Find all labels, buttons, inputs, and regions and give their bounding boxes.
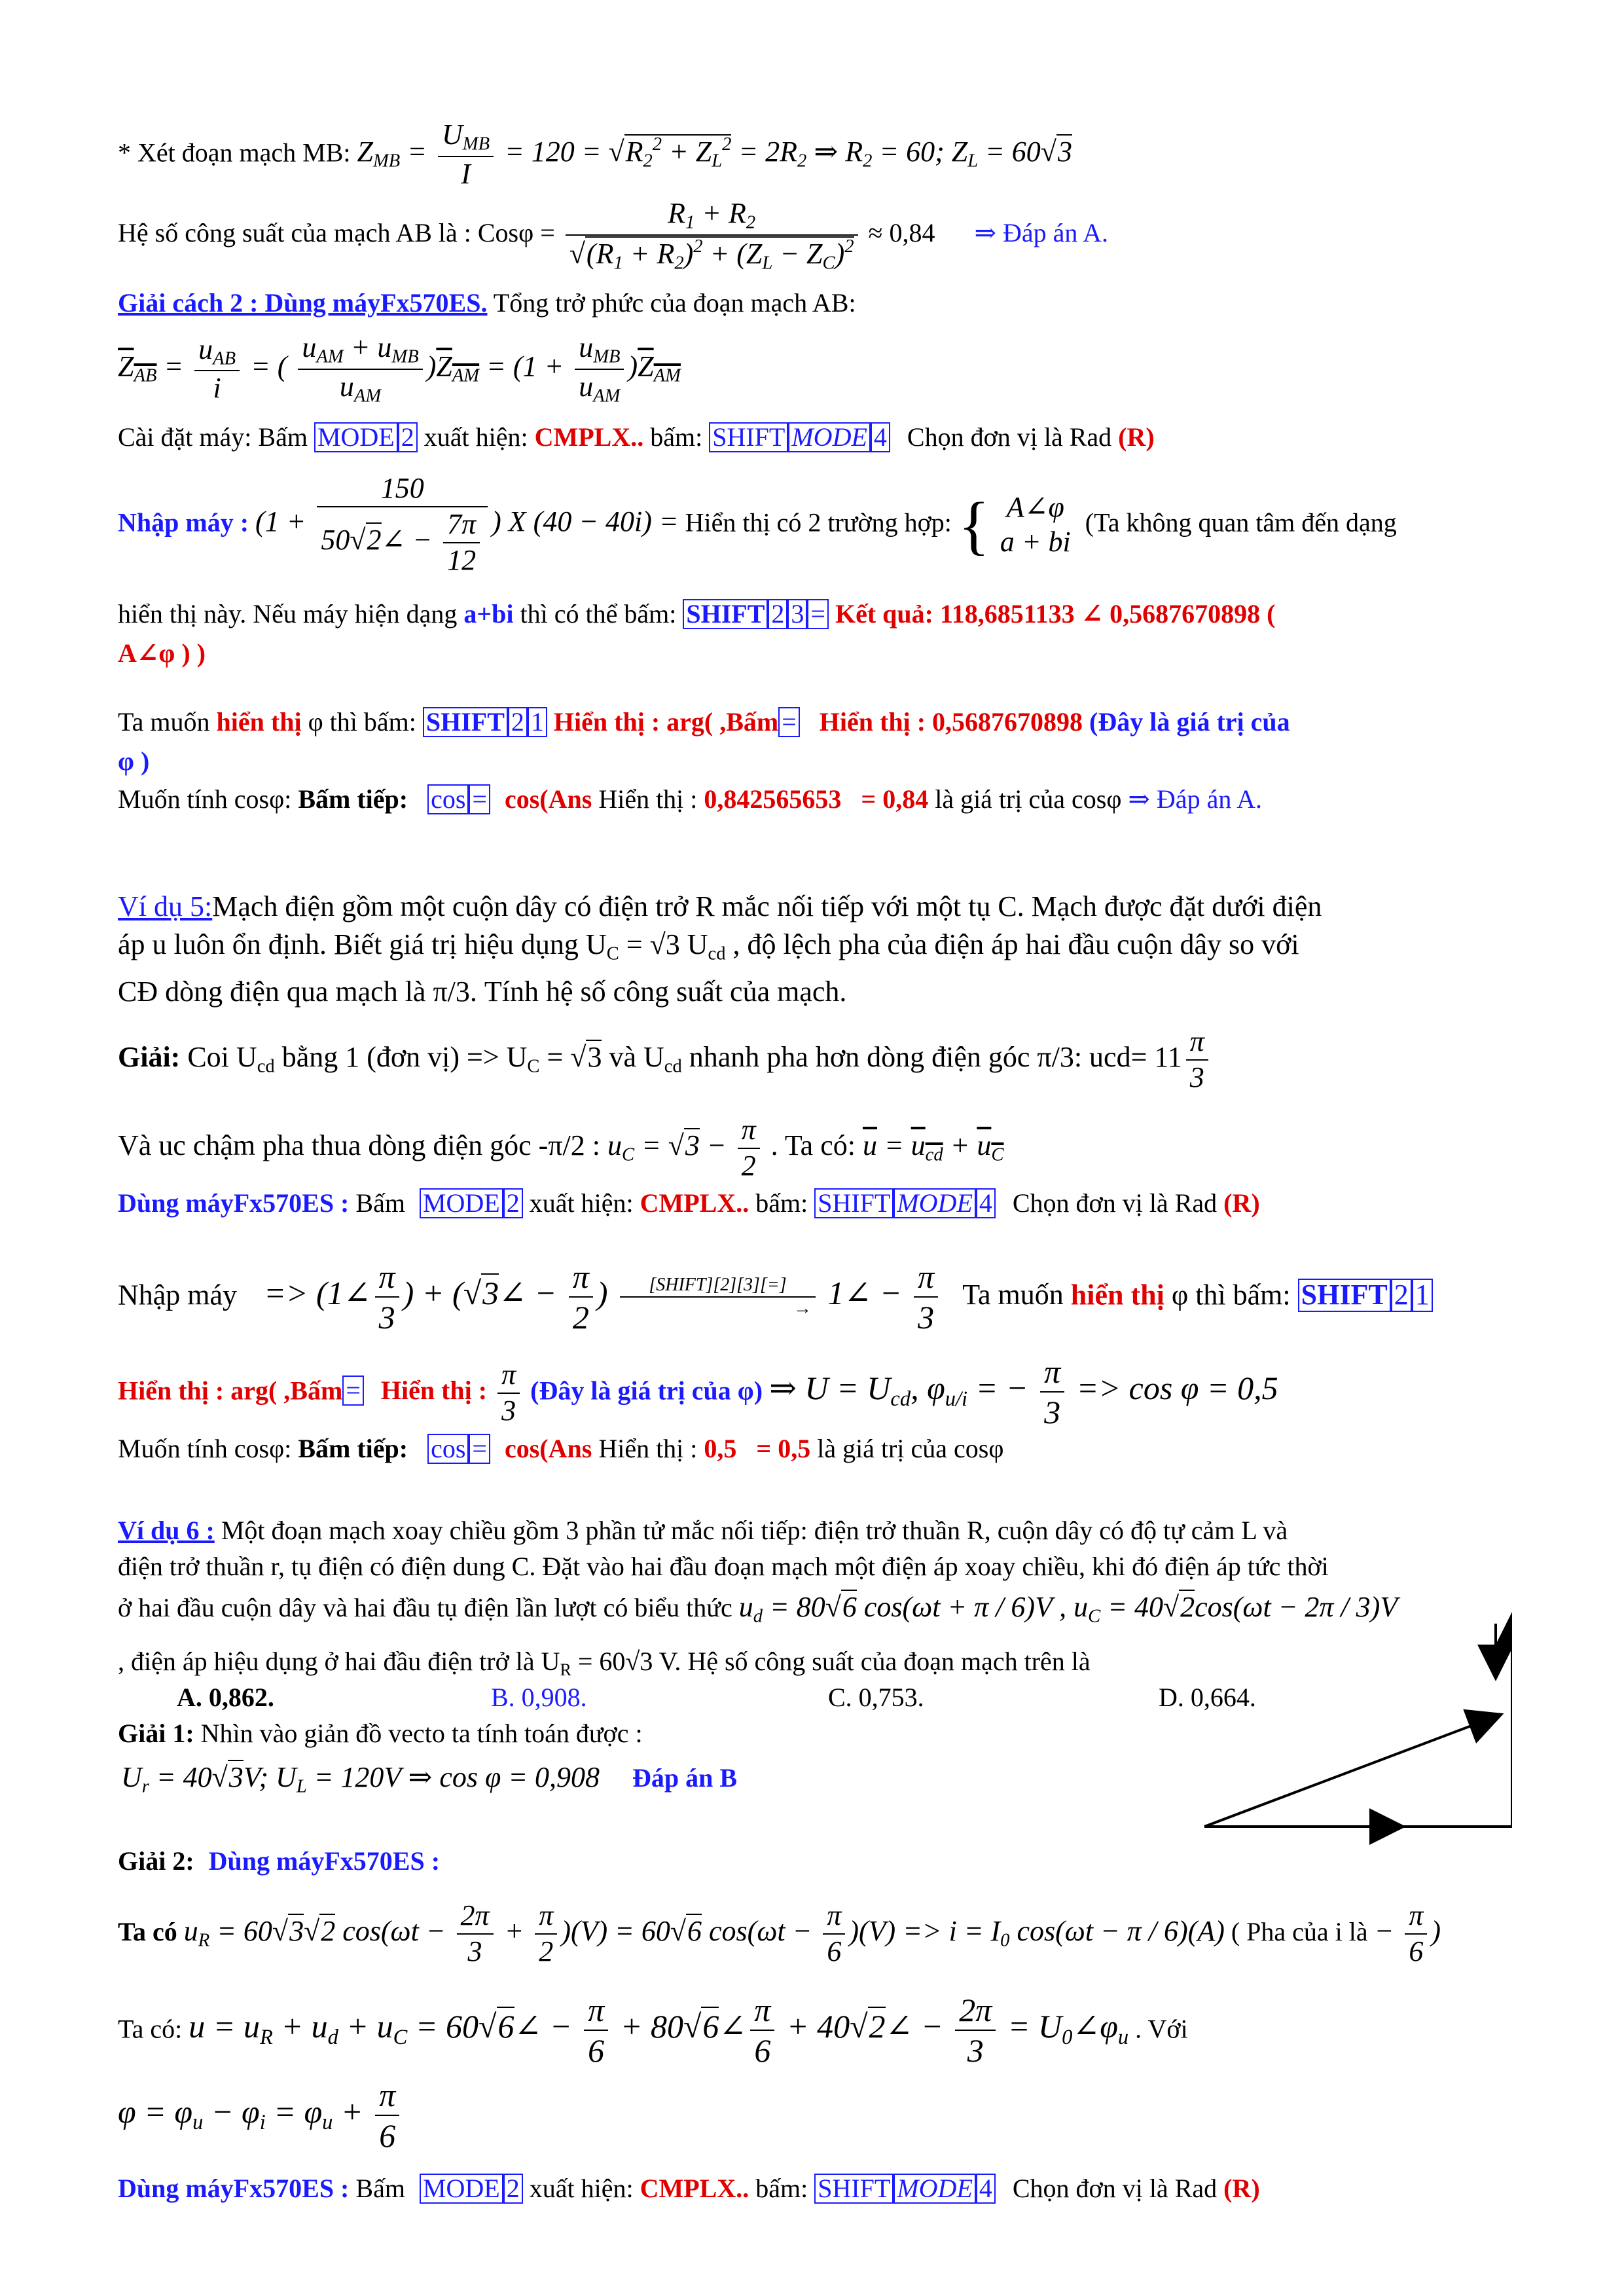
ex6-calc-label: Dùng máyFx570ES : [118,2174,350,2203]
ex5-cos-tail: là giá trị của cosφ [817,1434,1004,1463]
power-factor-line [118,196,1108,275]
key-3[interactable]: 3 [787,599,807,629]
key-shift-3[interactable]: SHIFT [423,707,508,737]
ex6-option-a[interactable] [177,1683,274,1713]
key-mode-italic[interactable]: MODE [788,422,871,452]
ex6-key-2[interactable]: 2 [503,2174,523,2204]
ex6-press: bấm: [755,2174,808,2203]
ex5-shows: xuất hiện: [529,1188,634,1218]
ex6-taco2-line [118,1990,1188,2070]
ex5-cos-val: 0,5 [704,1434,737,1463]
setup-line-1 [118,422,1155,452]
phi-a: Ta muốn [118,707,210,737]
power-factor-formula: $\frac{R_1 + R_2}{√(R_1 + R_2)^2 + (Z_L - Z_C)^2}$ [566,196,858,275]
ex6-line-1 [118,1516,1288,1546]
method2-heading [118,288,856,318]
ex5-cos-press: Bấm tiếp: [298,1434,408,1463]
ex6-phase-note: ( Pha của i là [1231,1916,1368,1946]
key-cos[interactable]: cos [427,784,469,814]
ex6-shows: xuất hiện: [529,2174,634,2203]
method2-title: Giải cách 2 : Dùng máyFx570ES. [118,288,488,318]
key-4[interactable]: 4 [871,422,890,452]
ex5-arg-note: (Đây là giá trị của φ) [530,1376,763,1406]
ex6-option-c[interactable] [828,1683,924,1713]
result-2: A∠φ ) ) [118,638,206,668]
key-2b[interactable]: 2 [768,599,787,629]
cos-eq: = 0,84 [861,784,929,814]
ex5-text2c: , độ lệch pha của điện áp hai đầu cuộn dây so với [732,928,1299,960]
ex5-arg-line [118,1352,1278,1432]
brace: { [958,488,990,562]
option-d-text: D. 0,664. [1159,1683,1256,1712]
ex5-calc-label: Dùng máyFx570ES : [118,1188,350,1218]
ex5-key-2b[interactable]: 2 [1391,1279,1412,1311]
result: Kết quả: 118,6851133 ∠ 0,5687670898 ( [835,599,1276,629]
ex5-key-cos[interactable]: cos [427,1434,469,1464]
ex5-sol-text3: và U [609,1040,664,1073]
ex5-phi-a: Ta muốn [962,1279,1064,1311]
ex6-sol1-label: Giải 1: [118,1719,194,1748]
ex6-sol2-line [118,1846,440,1876]
ex5-key-mode[interactable]: MODE [420,1188,503,1218]
ex6-sol1-formula: $U_r = 40√3V$; $U_L = 120V$ ⇒ cos φ = 0,908 [121,1761,600,1797]
ex6-line-4: , điện áp hiệu dụng ở hai đầu điện trở là $U_R = 60√3$ V. Hệ số công suất của đoạn mạch trên là [118,1647,1091,1679]
vector-u-total [1204,1715,1499,1827]
key-1[interactable]: 1 [528,707,547,737]
key-2[interactable]: 2 [398,422,418,452]
ex6-option-b[interactable] [491,1683,587,1713]
ex6-taco-line [118,1899,1441,1969]
ex6-rad-r: (R) [1223,2174,1260,2203]
ex5-sol-text4: nhanh pha hơn dòng điện góc π/3: ucd= 11 [689,1040,1182,1073]
ex6-phi-formula: $\varphi = \varphi_u - \varphi_i = \varphi_u$ + $\frac{\pi}{6}$ [118,2075,403,2155]
ex5-line-1 [118,890,1322,924]
ex5-text2b: = √3 U [626,928,708,960]
ex6-key-mode-italic[interactable]: MODE [893,2174,976,2204]
ex6-taco2: Ta có: [118,2014,183,2044]
arg: Hiển thị : arg( ,Bấm [553,707,779,737]
ex6-ur-formula: $u_R = 60√3√2$ cos(ωt − $\frac{2\pi}{3}$ + $\frac{\pi}{2}$ )(V) = 60√6 cos(ωt − $\frac{\pi}{6}$ )$(V) => i = I_0$ cos(ωt − π / 6)(A) [183,1899,1225,1967]
uc-formula: $u_C = √3$ − $\frac{\pi}{2}$ [607,1129,764,1161]
input-label: Nhập máy : [118,507,249,538]
ex5-arg-label: Hiển thị : arg( ,Bấm [118,1376,343,1406]
ex5-sol-text: Coi U [187,1040,257,1073]
rad-r: (R) [1118,422,1155,452]
arg-note: (Đây là giá trị của [1089,707,1290,737]
method2-tail: Tổng trở phức của đoạn mạch AB: [493,288,856,318]
key-eq-2[interactable]: = [778,707,800,737]
ex5-text1: Mạch điện gồm một cuộn dây có điện trở R mắc nối tiếp với một tụ C. Mạch được đặt dưới điện [212,890,1322,922]
ex5-sol-label: Giải: [118,1040,181,1073]
ex5-key-shift-2[interactable]: SHIFT [1298,1279,1391,1311]
ex5-choose-rad: Chọn đơn vị là Rad [1012,1188,1218,1218]
phi-b: hiển thị [216,707,302,737]
ex5-calc-press: Bấm [355,1188,405,1218]
input-formula: (1 + 150 50√2∠ − $\frac{7\pi}{12}$ ) X (40 − 40i) = [255,472,679,576]
option-c-text: C. 0,753. [828,1683,924,1712]
ex5-label: Ví dụ 5: [118,890,213,922]
ex6-line-2: điện trở thuần r, tụ điện có điện dung C. Đặt vào hai đầu đoạn mạch một điện áp xoay chiều, khi đó điện áp tức thời [118,1552,1329,1581]
key-shift[interactable]: SHIFT [709,422,788,452]
ex6-label: Ví dụ 6 : [118,1516,215,1545]
ex6-text4: , điện áp hiệu dụng ở hai đầu điện trở là U [118,1647,560,1676]
cos-val: 0,842565653 [704,784,842,814]
ex5-sol-text2: bằng 1 (đơn vị) => U [281,1040,528,1073]
ex5-uc-text: Và uc chậm pha thua dòng điện góc -π/2 : [118,1129,600,1161]
arg-result: Hiển thị : 0,5687670898 [819,707,1083,737]
ex5-cos-show: Hiển thị : [598,1434,698,1463]
option-a-text: A. 0,862. [177,1683,274,1712]
press-text: bấm: [650,422,703,452]
cos-show: Hiển thị : [598,784,698,814]
ex5-key-shift[interactable]: SHIFT [814,1188,893,1218]
vector-diagram [1198,1597,1512,1886]
ex6-key-4[interactable]: 4 [976,2174,996,2204]
ex6-sol2-calc: Dùng máyFx570ES : [208,1846,441,1876]
ex5-phi-c: φ thì bấm: [1171,1279,1291,1311]
ex6-ud-uc: $u_d = 80√6$ cos(ωt + π / 6)V , $u_C = 40√2\cos(\omega t - 2\pi / 3)V$ [738,1591,1398,1627]
power-factor-text: Hệ số công suất của mạch AB là : Cosφ = [118,218,555,248]
ex5-cmplx: CMPLX.. [640,1188,749,1218]
mb-formula: $Z_{MB}$ = $\frac{U_{MB}}{I}$ = $120 = √R_2^2 + Z_L^2 = 2R_2$ ⇒ $R_2 = 60$; $Z_L = 60√3$ [357,118,1072,190]
ex6-phase-value: − $\frac{\pi}{6}$ ) [1374,1899,1441,1967]
key-eq[interactable]: = [807,599,829,629]
ex5-pi3: $\frac{\pi}{3}$ [497,1358,520,1429]
setup-label: Cài đặt máy: Bấm [118,422,308,452]
mb-text: * Xét đoạn mạch MB: [118,137,351,168]
ex6-text3: ở hai đầu cuộn dây và hai đầu tụ điện lần lượt có biểu thức [118,1593,732,1622]
ex5-uc-line [118,1113,1003,1184]
ex5-input-formula: => (1∠ $\frac{\pi}{3}$ ) + (√3∠ − $\frac{\pi}{2}$ ) $\frac{\text{[SHIFT][2][3][=]}}{\to}$ 1∠ − $\frac{\pi}{3}$ [264,1275,942,1311]
ex6-key-mode[interactable]: MODE [420,2174,503,2204]
display-text: hiển thị này. Nếu máy hiện dạng [118,599,458,629]
cos-label: Muốn tính cosφ: [118,784,292,814]
ex5-input-label: Nhập máy [118,1279,238,1311]
ex5-cos-line [118,1434,1003,1464]
ex6-cmplx: CMPLX.. [640,2174,749,2203]
cos-ans: cos(Ans [504,784,592,814]
display-text-2: thì có thể bấm: [520,599,677,629]
ex5-phi-b: hiển thị [1070,1279,1164,1311]
a-bi: a+bi [463,599,514,629]
cos-tail: là giá trị của cosφ [935,784,1122,814]
ex5-cos-eq: = 0,5 [756,1434,811,1463]
ex5-rad-r: (R) [1223,1188,1260,1218]
phi-c: φ thì bấm: [308,707,416,737]
ex5-arg-show: Hiển thị : [380,1376,488,1406]
key-2c[interactable]: 2 [508,707,528,737]
ex5-key-1[interactable]: 1 [1412,1279,1433,1311]
ex5-result-formula: ⇒ $U = U_{cd}$, $\varphi_{u/i}$ = − $\frac{\pi}{3}$ => cos φ = 0,5 [769,1353,1278,1430]
ex5-key-4[interactable]: 4 [976,1188,996,1218]
ex5-solution: Giải: Coi $U_{cd}$ bằng 1 (đơn vị) => $U_C = √3$ và $U_{cd}$ nhanh pha hơn dòng điện góc π/3: ucd= 11 $\frac{\pi}{3}$ [118,1025,1212,1095]
ex6-text4b: = 60√3 V. Hệ số công suất của đoạn mạch trên là [577,1647,1091,1676]
ex5-press: bấm: [755,1188,808,1218]
ex5-calc-line [118,1188,1260,1218]
approx-value: ≈ 0,84 [868,218,935,248]
display-line [118,599,1275,629]
ex5-text2: áp u luôn ổn định. Biết giá trị hiệu dụng U [118,928,607,960]
ex6-sol2-label: Giải 2: [118,1846,194,1876]
input-note: (Ta không quan tâm đến dạng [1085,507,1397,538]
ex5-key-2[interactable]: 2 [503,1188,523,1218]
ex5-key-mode-italic[interactable]: MODE [893,1188,976,1218]
cos-line [118,784,1262,814]
key-shift-2[interactable]: SHIFT [683,599,768,629]
ex6-taco: Ta có [118,1916,177,1946]
input-tail: Hiển thị có 2 trường hợp: [685,507,952,538]
ex5-line-3: CĐ dòng điện qua mạch là π/3. Tính hệ số công suất của mạch. [118,975,847,1008]
mb-line [118,118,1072,192]
ex6-calc-press: Bấm [355,2174,405,2203]
phi-line [118,707,1290,737]
ex5-key-eq[interactable]: = [342,1376,364,1406]
u-sum-formula: $\overline{u} = u_{cd} + u_C$ [862,1129,1004,1165]
key-mode[interactable]: MODE [314,422,398,452]
ex6-calc-line [118,2174,1260,2204]
complex-impedance-formula: $Z_{AB}$ = $\frac{u_{AB}}{i}$ = ( $\frac{u_{AM} + u_{MB}}{u_{AM}}$ )$Z_{AM} = (1$ + $\frac{u_{MB}}{u_{AM}}$ )$Z_{AM}$ [118,331,681,407]
ex5-line-2: áp u luôn ổn định. Biết giá trị hiệu dụng $U_C = √3$ $U_{cd}$ , độ lệch pha của điện áp hai đầu cuộn dây so với [118,928,1299,964]
ex5-input-line [118,1257,1433,1337]
forms: A∠φ a + bi [1000,491,1071,558]
input-line [118,471,1397,577]
ex6-voi: . Với [1135,2014,1188,2044]
ex6-choose-rad: Chọn đơn vị là Rad [1012,2174,1218,2203]
ex6-text1: Một đoạn mạch xoay chiều gồm 3 phần tử mắc nối tiếp: điện trở thuần R, cuộn dây có độ tự cảm L và [221,1516,1288,1545]
ex6-sol1-line [118,1719,643,1749]
choose-rad: Chọn đơn vị là Rad [907,422,1112,452]
cos-answer: ⇒ Đáp án A. [1128,784,1262,814]
ex6-u-sum: $u = u_R + u_d + u_C$ = 60√6∠ − $\frac{\pi}{6}$ + 80√6∠ $\frac{\pi}{6}$ + 40√2∠ − $\frac{2\pi}{3}$ = $U_0\angle\varphi_u$ [189,1992,1129,2069]
ex6-key-shift[interactable]: SHIFT [814,2174,893,2204]
ex6-sol1-answer: Đáp án B [632,1763,738,1793]
ex5-uc-tail: . Ta có: [770,1129,856,1161]
ex5-cos-ans: cos(Ans [504,1434,592,1463]
arg-note-2: φ ) [118,746,150,776]
ex6-sol1-text: Nhìn vào giản đồ vecto ta tính toán được : [200,1719,643,1748]
option-b-text: B. 0,908. [491,1683,587,1712]
key-eq-3[interactable]: = [469,784,490,814]
cos-press: Bấm tiếp: [298,784,408,814]
ex5-key-eq-2[interactable]: = [469,1434,490,1464]
answer-a: ⇒ Đáp án A. [974,218,1109,248]
cmplx-text: CMPLX.. [534,422,644,452]
ex5-cos-label: Muốn tính cosφ: [118,1434,292,1463]
shows-text: xuất hiện: [424,422,528,452]
ex6-sol1-result [121,1761,737,1798]
